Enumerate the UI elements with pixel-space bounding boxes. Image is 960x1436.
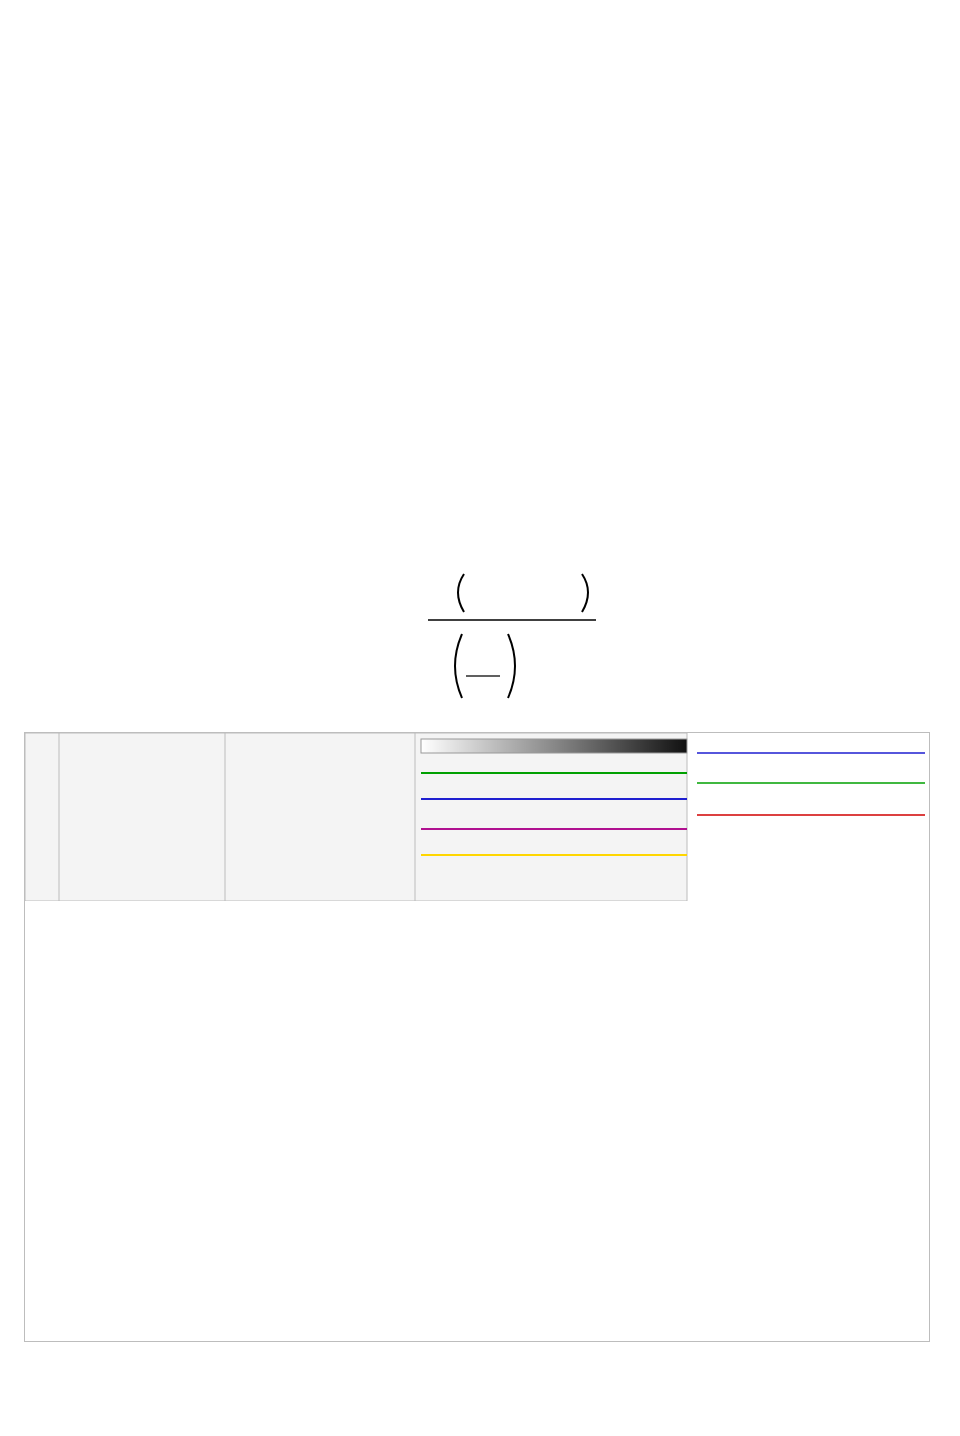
well-log-svg: [25, 733, 929, 1341]
log-body: [25, 901, 929, 1341]
eq-den-paren-left: [455, 634, 462, 698]
log-header: [25, 733, 687, 901]
eq-paren-left: [458, 574, 464, 612]
equation-3: [0, 562, 956, 712]
text-body: [4, 0, 956, 22]
velocity-scale-bar: [421, 739, 687, 753]
eq-paren-right: [582, 574, 588, 612]
equation-svg: [0, 562, 956, 712]
eq-den-paren-right: [508, 634, 515, 698]
well-log-figure: [24, 732, 930, 1342]
